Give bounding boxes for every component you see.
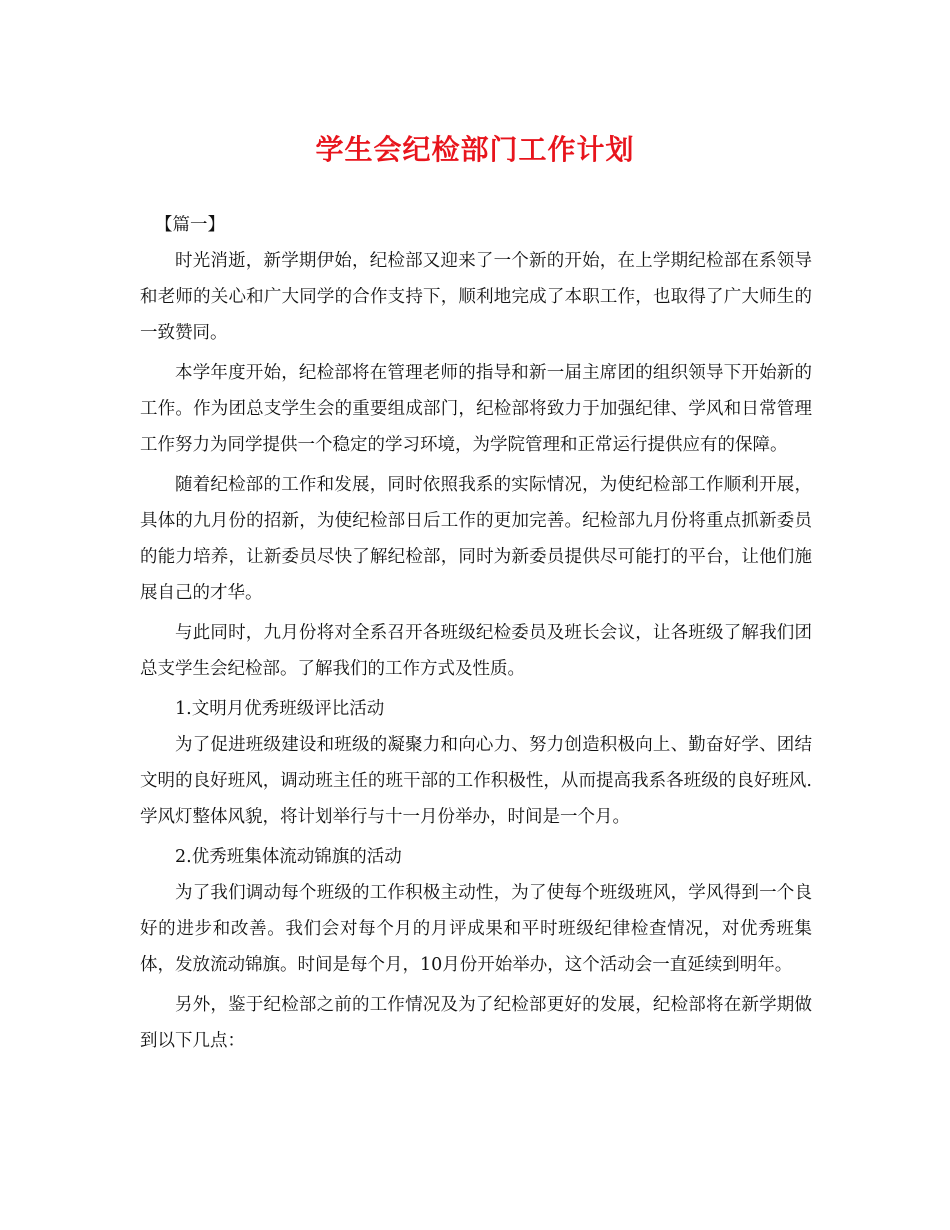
section-tag: 【篇一】 [155, 215, 225, 235]
item-2-heading: 2.优秀班集体流动锦旗的活动 [175, 847, 402, 867]
item-1-body: 为了促进班级建设和班级的凝聚力和向心力、努力创造积极向上、勤奋好学、团结文明的良好班风，调动班主任的班干部的工作积极性，从而提高我系各班级的良好班风.学风灯整体风貌，将计划举行与十一月份举办，时间是一个月。 [140, 735, 812, 827]
paragraph-new-year: 本学年度开始，纪检部将在管理老师的指导和新一届主席团的组织领导下开始新的工作。作为团总支学生会的重要组成部门，纪检部将致力于加强纪律、学风和日常管理工作努力为同学提供一个稳定的学习环境，为学院管理和正常运行提供应有的保障。 [140, 363, 812, 455]
paragraph-closing: 另外，鉴于纪检部之前的工作情况及为了纪检部更好的发展，纪检部将在新学期做到以下几点： [140, 995, 812, 1051]
document-body [140, 207, 812, 1063]
item-2-body: 为了我们调动每个班级的工作积极主动性，为了使每个班级班风，学风得到一个良好的进步和改善。我们会对每个月的月评成果和平时班级纪律检查情况，对优秀班集体，发放流动锦旗。时间是每个月，10月份开始举办，这个活动会一直延续到明年。 [140, 883, 812, 975]
item-1-heading: 1.文明月优秀班级评比活动 [175, 699, 385, 719]
paragraph-meeting: 与此同时，九月份将对全系召开各班级纪检委员及班长会议，让各班级了解我们团总支学生会纪检部。了解我们的工作方式及性质。 [140, 623, 812, 679]
paragraph-intro: 时光消逝，新学期伊始，纪检部又迎来了一个新的开始，在上学期纪检部在系领导和老师的关心和广大同学的合作支持下，顺利地完成了本职工作，也取得了广大师生的一致赞同。 [140, 251, 812, 343]
document-title: 学生会纪检部门工作计划 [315, 133, 635, 166]
paragraph-recruitment: 随着纪检部的工作和发展，同时依照我系的实际情况，为使纪检部工作顺利开展，具体的九月份的招新，为使纪检部日后工作的更加完善。纪检部九月份将重点抓新委员的能力培养，让新委员尽快了解纪检部，同时为新委员提供尽可能打的平台，让他们施展自己的才华。 [140, 475, 812, 603]
